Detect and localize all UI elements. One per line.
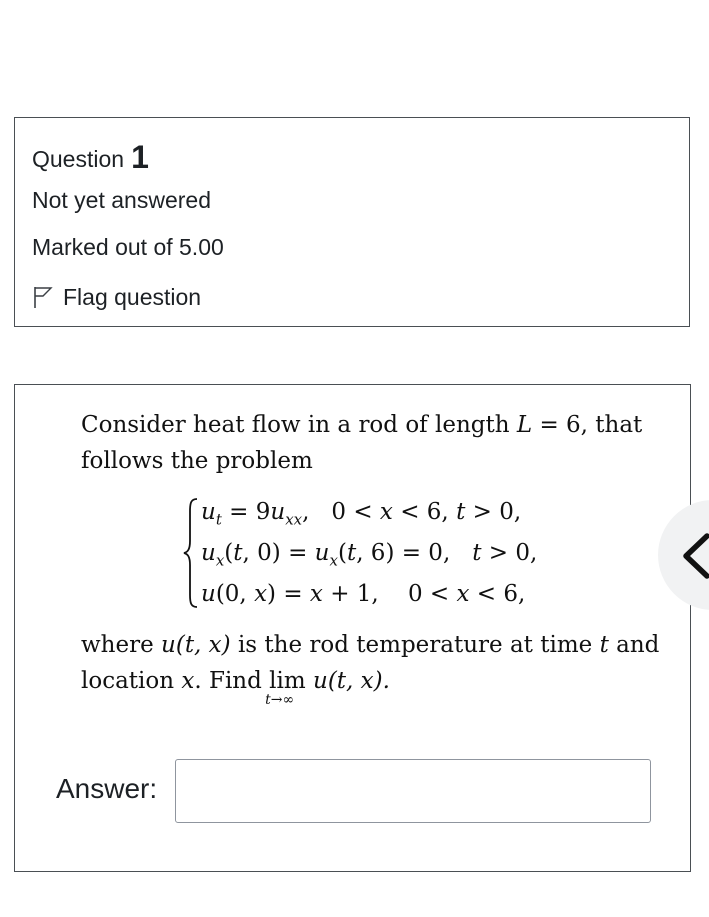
limit-operator [265, 663, 306, 708]
lim-subscript: t→∞ [265, 692, 295, 708]
answer-input[interactable] [175, 759, 651, 823]
math-u-tx: u(t, x) [161, 632, 231, 658]
outro-description: is the rod temperature at time [237, 632, 593, 658]
pde-system [183, 495, 543, 613]
left-brace [183, 497, 199, 609]
outro-find: . Find [194, 668, 262, 694]
question-info-panel [14, 117, 690, 327]
equation-2: $u_x(t$, $0) = u_x(t$, 6) = 0, t > 0, [201, 540, 538, 570]
flag-question-link[interactable] [32, 284, 201, 311]
question-label-text: Question [32, 146, 125, 172]
question-text-line-3 [81, 627, 659, 663]
question-text-line-4 [81, 663, 390, 708]
flag-outline-icon[interactable] [32, 285, 54, 309]
question-content-panel [14, 384, 691, 872]
math-x: x [181, 668, 195, 694]
question-text-line-1 [81, 407, 642, 443]
question-marks: Marked out of 5.00 [32, 234, 224, 260]
outro-where: where [81, 632, 154, 658]
outro-and: and [616, 632, 660, 658]
question-text-line-2: follows the problem [81, 448, 313, 474]
question-number: 1 [131, 139, 149, 175]
math-L: L [516, 412, 533, 438]
flag-question-label[interactable]: Flag question [63, 284, 202, 310]
outro-location: location [81, 668, 175, 694]
chevron-left-icon[interactable] [680, 533, 709, 579]
math-t: t [599, 632, 609, 658]
equation-1: $u_t = 9u_{xx}$, 0 < x < 6, t > 0, [201, 499, 522, 529]
lim-word: lim [269, 668, 306, 694]
math-L-value: = 6, that [532, 412, 643, 438]
answer-label: Answer: [56, 773, 158, 804]
question-label [32, 138, 149, 175]
question-intro-text: Consider heat flow in a rod of length [81, 412, 510, 438]
question-status: Not yet answered [32, 187, 211, 213]
equation-3: u(0, x) = x + 1, 0 < x < 6, [201, 581, 526, 607]
lim-target: u(t, x). [313, 668, 390, 694]
